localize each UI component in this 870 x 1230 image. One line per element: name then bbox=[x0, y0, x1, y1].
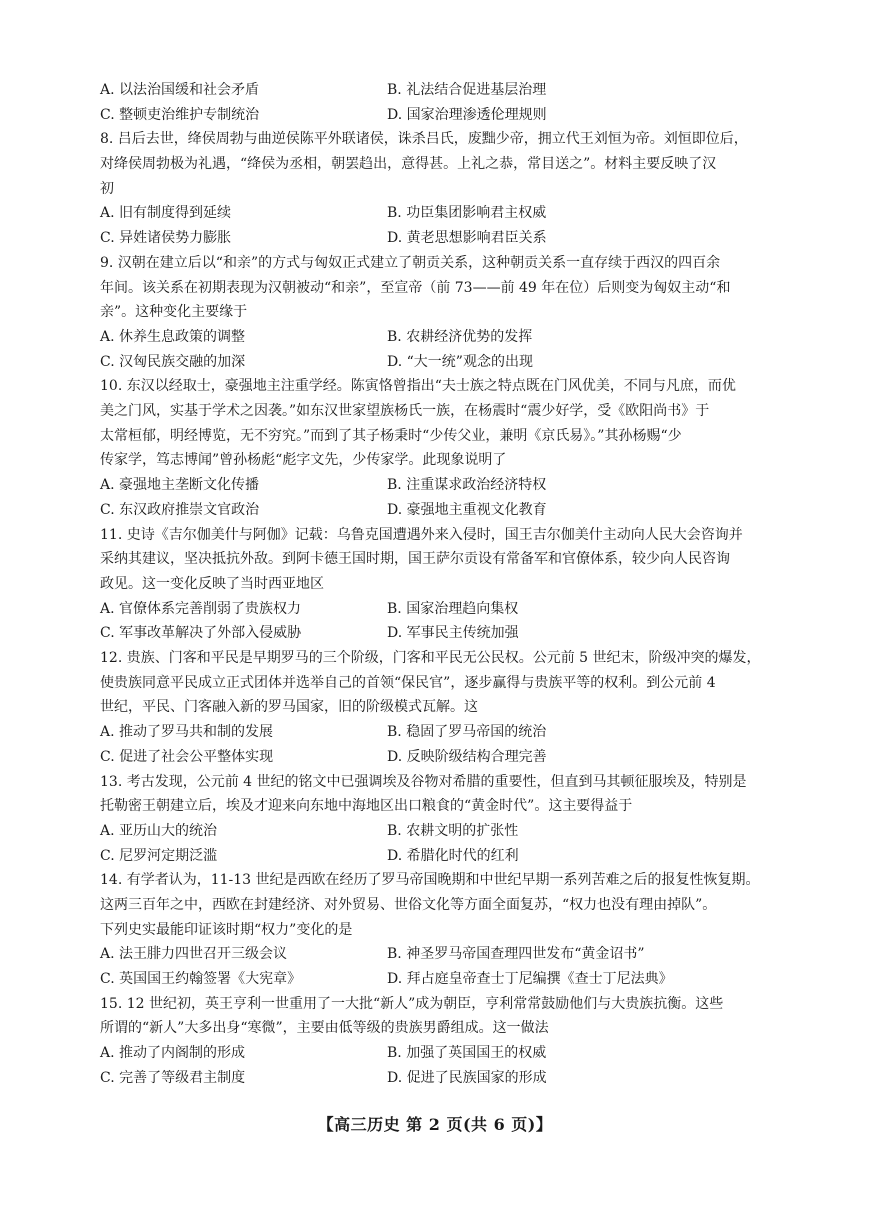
option-b: B. 加强了英国国王的权威 bbox=[387, 1045, 547, 1062]
option-row bbox=[100, 473, 780, 498]
option-row bbox=[100, 1041, 780, 1066]
option-b: B. 国家治理趋向集权 bbox=[387, 600, 519, 617]
option-c: C. 整顿吏治维护专制统治 bbox=[100, 106, 260, 123]
option-b: B. 神圣罗马帝国查理四世发布“黄金诏书” bbox=[387, 946, 645, 963]
option-a: A. 推动了罗马共和制的发展 bbox=[100, 724, 274, 741]
option-c: C. 军事改革解决了外部入侵威胁 bbox=[100, 625, 302, 642]
option-b: B. 农耕文明的扩张性 bbox=[387, 822, 519, 839]
question-stem: 15. 12 世纪初，英王亨利一世重用了一大批“新人”成为朝臣，亨利常常鼓励他们与大贵族抗衡。这些 所谓的“新人”大多出身“寒微”，主要由低等级的贵族男爵组成。这一做法 bbox=[100, 995, 724, 1037]
option-c: C. 促进了社会公平整体实现 bbox=[100, 748, 274, 765]
option-a: A. 休养生息政策的调整 bbox=[100, 328, 246, 345]
option-c: C. 完善了等级君主制度 bbox=[100, 1069, 246, 1086]
option-row bbox=[100, 325, 780, 350]
option-row bbox=[100, 942, 780, 967]
option-d: D. 国家治理渗透伦理规则 bbox=[387, 106, 547, 123]
question-stem: 9. 汉朝在建立后以“和亲”的方式与匈奴正式建立了朝贡关系，这种朝贡关系一直存续于西汉的四百余 年间。该关系在初期表现为汉朝被动“和亲”，至宣帝（前 73——前 49 年在位）后则变为匈奴主动“和 亲”。这种变化主要缘于 bbox=[100, 254, 731, 321]
question-stem: 10. 东汉以经取士，豪强地主注重学经。陈寅恪曾指出“夫士族之特点既在门风优美，不同与凡庶，而优 美之门风，实基于学术之因袭。”如东汉世家望族杨氏一族，在杨震时“震少好学，受《欧阳尚书》于 太常桓郁，明经博览，无不穷究。”而到了其子杨秉时“少传父业，兼明《京氏易》。”其孙杨赐“少 传家学，笃志博闻”曾孙杨彪“彪字文先，少传家学。此现象说明了 bbox=[100, 378, 736, 469]
question-15 bbox=[100, 992, 780, 1091]
option-c: C. 异姓诸侯势力膨胀 bbox=[100, 230, 232, 247]
question-stem: 11. 史诗《吉尔伽美什与阿伽》记载：乌鲁克国遭遇外来入侵时，国王吉尔伽美什主动向人民大会咨询并 采纳其建议，坚决抵抗外敌。到阿卡德王国时期，国王萨尔贡设有常备军和官僚体系，较少向人民咨询 政见。这一变化反映了当时西亚地区 bbox=[100, 526, 743, 592]
option-a: A. 法王腓力四世召开三级会议 bbox=[100, 946, 288, 963]
option-row bbox=[100, 720, 780, 745]
option-a: A. 推动了内阁制的形成 bbox=[100, 1045, 246, 1062]
option-a: A. 官僚体系完善削弱了贵族权力 bbox=[100, 600, 302, 617]
option-c: C. 尼罗河定期泛滥 bbox=[100, 847, 218, 864]
option-d: D. 希腊化时代的红利 bbox=[387, 847, 519, 864]
option-row bbox=[100, 78, 780, 103]
option-d: D. “大一统”观念的出现 bbox=[387, 353, 533, 370]
question-8 bbox=[100, 127, 780, 250]
question-block-7-options bbox=[100, 78, 780, 127]
question-stem: 8. 吕后去世，绛侯周勃与曲逆侯陈平外联诸侯，诛杀吕氏，废黜少帝，拥立代王刘恒为帝。刘恒即位后， 对绛侯周勃极为礼遇，“绛侯为丞相，朝罢趋出，意得甚。上礼之恭，常目送之”。材料主要反映了汉 初 bbox=[100, 131, 748, 197]
option-b: B. 功臣集团影响君主权威 bbox=[387, 205, 547, 222]
option-row bbox=[100, 498, 780, 523]
option-row bbox=[100, 819, 780, 844]
option-row bbox=[100, 1066, 780, 1091]
question-stem: 14. 有学者认为，11-13 世纪是西欧在经历了罗马帝国晚期和中世纪早期一系列苦难之后的报复性恢复期。 这两三百年之中，西欧在封建经济、对外贸易、世俗文化等方面全面复苏，“权力也没有理由掉队”。 下列史实最能印证该时期“权力”变化的是 bbox=[100, 872, 760, 938]
exam-page bbox=[100, 78, 780, 1091]
option-a: A. 以法治国缓和社会矛盾 bbox=[100, 82, 260, 98]
option-row bbox=[100, 350, 780, 375]
option-row bbox=[100, 201, 780, 226]
option-d: D. 拜占庭皇帝查士丁尼编撰《查士丁尼法典》 bbox=[387, 971, 673, 988]
page-footer: 【高三历史 第 2 页(共 6 页)】 bbox=[317, 1115, 553, 1134]
option-row bbox=[100, 621, 780, 646]
option-row bbox=[100, 226, 780, 251]
option-d: D. 豪强地主重视文化教育 bbox=[387, 501, 547, 518]
question-10 bbox=[100, 374, 780, 522]
option-row bbox=[100, 967, 780, 992]
option-row bbox=[100, 844, 780, 869]
option-a: A. 亚历山大的统治 bbox=[100, 822, 218, 839]
option-row bbox=[100, 597, 780, 622]
option-b: B. 注重谋求政治经济特权 bbox=[387, 477, 547, 494]
option-b: B. 稳固了罗马帝国的统治 bbox=[387, 724, 547, 741]
option-c: C. 东汉政府推崇文官政治 bbox=[100, 501, 260, 518]
option-row bbox=[100, 745, 780, 770]
option-b: B. 礼法结合促进基层治理 bbox=[387, 82, 547, 98]
option-c: C. 英国国王约翰签署《大宪章》 bbox=[100, 971, 302, 988]
question-12 bbox=[100, 646, 780, 769]
option-b: B. 农耕经济优势的发挥 bbox=[387, 328, 533, 345]
option-d: D. 反映阶级结构合理完善 bbox=[387, 748, 547, 765]
question-14 bbox=[100, 868, 780, 991]
option-c: C. 汉匈民族交融的加深 bbox=[100, 353, 246, 370]
option-d: D. 促进了民族国家的形成 bbox=[387, 1069, 547, 1086]
option-a: A. 旧有制度得到延续 bbox=[100, 205, 232, 222]
option-row bbox=[100, 103, 780, 128]
option-d: D. 军事民主传统加强 bbox=[387, 625, 519, 642]
question-9 bbox=[100, 251, 780, 374]
question-13 bbox=[100, 770, 780, 869]
option-a: A. 豪强地主垄断文化传播 bbox=[100, 477, 260, 494]
question-stem: 12. 贵族、门客和平民是早期罗马的三个阶级，门客和平民无公民权。公元前 5 世纪末，阶级冲突的爆发， 使贵族同意平民成立正式团体并选举自己的首领“保民官”，逐步赢得与贵族平等的权利。到公元前 4 世纪，平民、门客融入新的罗马国家，旧的阶级模式瓦解。这 bbox=[100, 650, 761, 716]
question-stem: 13. 考古发现，公元前 4 世纪的铭文中已强调埃及谷物对希腊的重要性，但直到马其顿征服埃及，特别是 托勒密王朝建立后，埃及才迎来向东地中海地区出口粮食的“黄金时代”。这主要得益于 bbox=[100, 773, 747, 815]
question-11 bbox=[100, 523, 780, 646]
option-d: D. 黄老思想影响君臣关系 bbox=[387, 230, 547, 247]
